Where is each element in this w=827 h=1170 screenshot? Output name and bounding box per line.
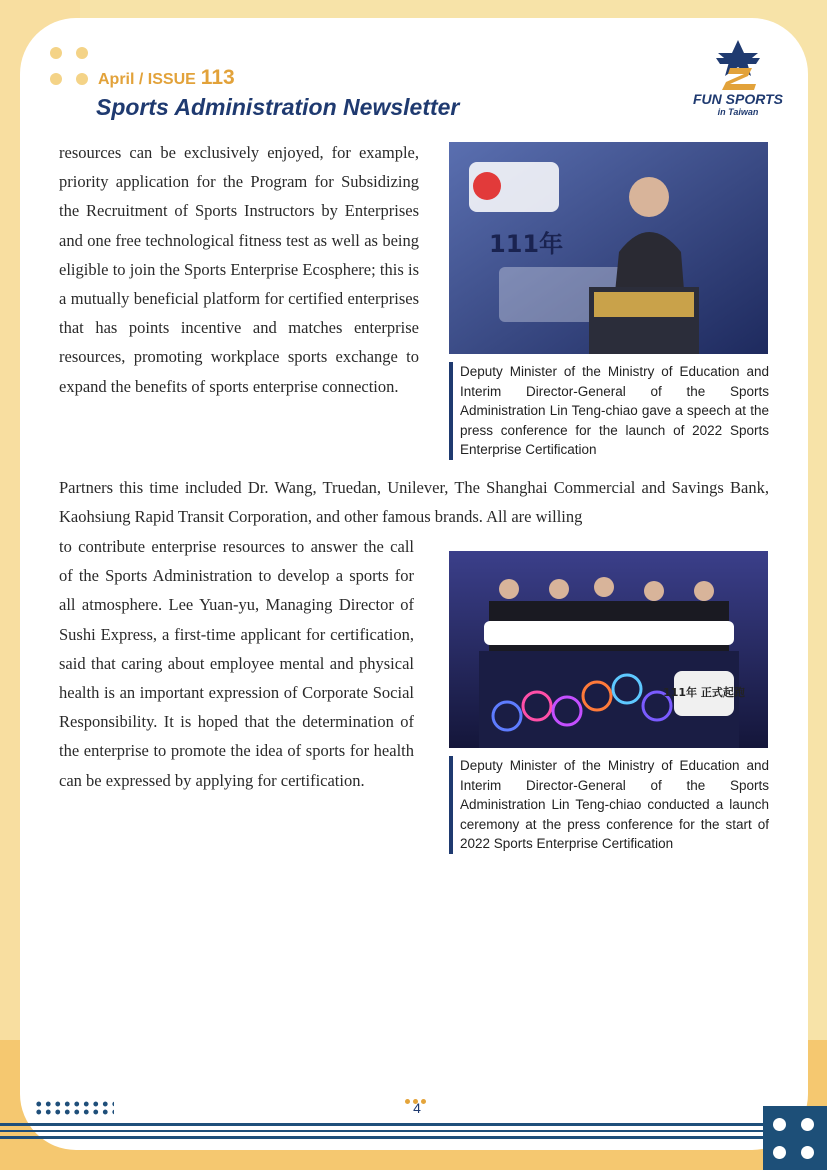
footer-stripe	[0, 1123, 763, 1126]
corner-dots-block	[763, 1106, 827, 1170]
decor-dot	[50, 47, 62, 59]
footer-stripe	[0, 1136, 763, 1139]
decor-dot-grid	[34, 1100, 114, 1116]
fun-sports-logo	[686, 38, 790, 120]
photo-caption: Deputy Minister of the Ministry of Education and Interim Director-General of the Sports Administration Lin Teng-chiao conducted a launch ceremony at the press conference for the start of 2022 Sports Enterprise Certification	[449, 756, 769, 854]
article-paragraph: Partners this time included Dr. Wang, Truedan, Unilever, The Shanghai Commercial and Savings Bank, Kaohsiung Rapid Transit Corporation, and other famous brands. All are willing	[59, 478, 769, 527]
speech-photo	[449, 142, 768, 354]
decor-dot	[76, 47, 88, 59]
article-paragraph: to contribute enterprise resources to answer the call of the Sports Administration to develop a sports for all atmosphere. Lee Yuan-yu, Managing Director of Sushi Express, a first-time applicant for certification, said that caring about employee mental and physical health is an important expression of Corporate Social Responsibility. It is hoped that the determination of the enterprise to promote the idea of sports for health can be expressed by applying for certification.	[59, 537, 414, 790]
issue-number: 113	[200, 66, 235, 89]
page-number: 4	[413, 1100, 421, 1116]
banner-year-text: 111年	[489, 230, 564, 258]
article-paragraph: resources can be exclusively enjoyed, for example, priority application for the Program for Subsidizing the Recruitment of Sports Instructors by Enterprises and one free technological fitness test as well as being eligible to join the Sports Enterprise Ecosphere; this is a mutually beneficial platform for certified enterprises that has points incentive and matches enterprise resources, promoting workplace sports exchange to expand the benefits of sports enterprise connection.	[59, 143, 419, 396]
logo-text: FUN SPORTS	[693, 91, 783, 107]
banner-text: 111年 正式起跑	[663, 686, 745, 699]
logo-subtext: in Taiwan	[717, 107, 759, 117]
newsletter-title: Sports Administration Newsletter	[96, 94, 460, 120]
issue-label: April / ISSUE	[98, 71, 196, 88]
star-emblem-icon	[686, 38, 790, 90]
ceremony-photo	[449, 551, 768, 748]
footer-stripe	[0, 1130, 763, 1132]
decor-dot	[76, 73, 88, 85]
decor-dot	[50, 73, 62, 85]
issue-line	[98, 66, 235, 90]
photo-caption: Deputy Minister of the Ministry of Education and Interim Director-General of the Sports Administration Lin Teng-chiao gave a speech at the press conference for the launch of 2022 Sports Enterprise Certification	[449, 362, 769, 460]
